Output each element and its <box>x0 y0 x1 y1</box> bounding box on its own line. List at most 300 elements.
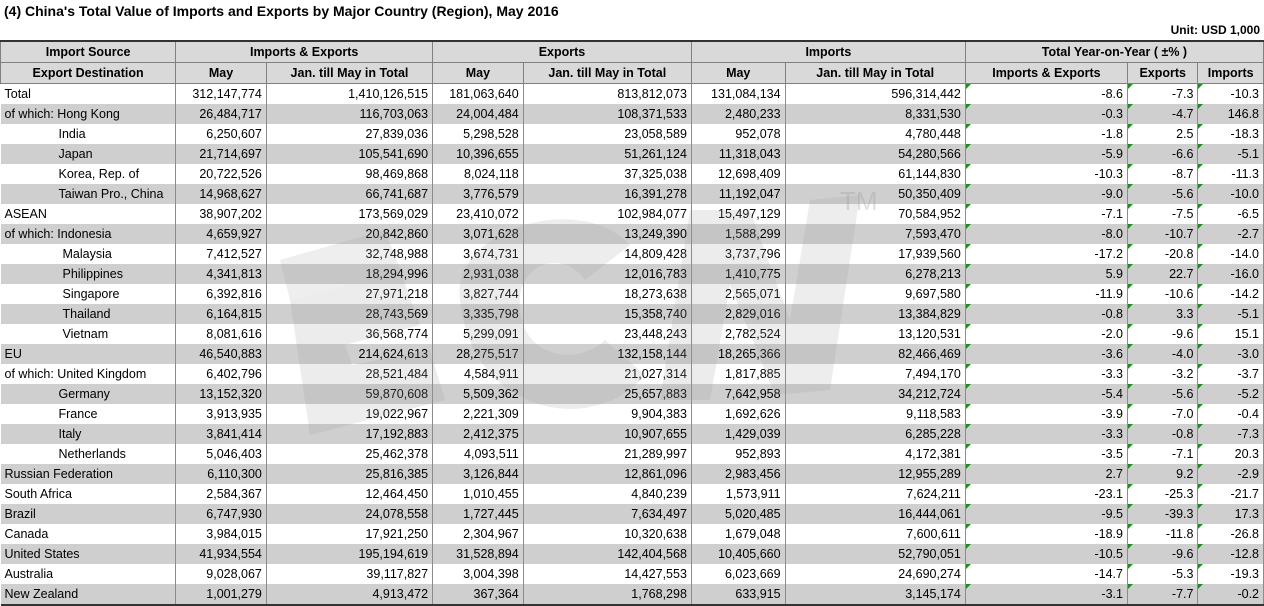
table-cell: 22.7 <box>1127 264 1197 284</box>
table-cell: 21,289,997 <box>523 444 691 464</box>
table-cell: -26.8 <box>1198 524 1264 544</box>
table-cell: -5.1 <box>1198 144 1264 164</box>
table-cell: 14,809,428 <box>523 244 691 264</box>
table-cell: 6,250,607 <box>176 124 267 144</box>
table-cell: 34,212,724 <box>785 384 965 404</box>
table-cell: -9.0 <box>965 184 1127 204</box>
table-cell: 1,768,298 <box>523 584 691 605</box>
country-name: Korea, Rep. of <box>1 164 176 184</box>
table-row <box>1 404 1264 424</box>
table-cell: 7,494,170 <box>785 364 965 384</box>
table-row <box>1 584 1264 605</box>
table-cell: 633,915 <box>691 584 785 605</box>
table-cell: -5.3 <box>1127 564 1197 584</box>
table-row <box>1 424 1264 444</box>
table-cell: -7.5 <box>1127 204 1197 224</box>
table-cell: 54,280,566 <box>785 144 965 164</box>
unit-label: Unit: USD 1,000 <box>1170 23 1260 37</box>
table-cell: -11.8 <box>1127 524 1197 544</box>
table-cell: -11.9 <box>965 284 1127 304</box>
table-cell: 5,299,091 <box>433 324 524 344</box>
table-cell: 9,904,383 <box>523 404 691 424</box>
table-cell: 8,081,616 <box>176 324 267 344</box>
table-cell: 12,955,289 <box>785 464 965 484</box>
table-cell: 82,466,469 <box>785 344 965 364</box>
table-row <box>1 344 1264 364</box>
table-cell: 3,737,796 <box>691 244 785 264</box>
country-name: of which: United Kingdom <box>1 364 176 384</box>
table-cell: 146.8 <box>1198 104 1264 124</box>
table-cell: 38,907,202 <box>176 204 267 224</box>
table-cell: 6,392,816 <box>176 284 267 304</box>
table-cell: 24,690,274 <box>785 564 965 584</box>
table-cell: 132,158,144 <box>523 344 691 364</box>
table-cell: -11.3 <box>1198 164 1264 184</box>
table-cell: -10.3 <box>1198 84 1264 105</box>
table-cell: -10.5 <box>965 544 1127 564</box>
header-imp-jan-may: Jan. till May in Total <box>785 63 965 84</box>
header-imports-exports: Imports & Exports <box>176 41 433 63</box>
table-cell: 6,402,796 <box>176 364 267 384</box>
table-cell: 105,541,690 <box>266 144 432 164</box>
table-cell: -5.6 <box>1127 184 1197 204</box>
table-cell: 367,364 <box>433 584 524 605</box>
table-cell: -2.9 <box>1198 464 1264 484</box>
header-import-source: Import Source <box>1 41 176 63</box>
table-cell: 2,221,309 <box>433 404 524 424</box>
country-name: ASEAN <box>1 204 176 224</box>
country-name: France <box>1 404 176 424</box>
country-name: EU <box>1 344 176 364</box>
table-cell: 2,983,456 <box>691 464 785 484</box>
table-cell: 18,265,366 <box>691 344 785 364</box>
table-cell: 51,261,124 <box>523 144 691 164</box>
table-cell: 41,934,554 <box>176 544 267 564</box>
table-cell: 17.3 <box>1198 504 1264 524</box>
table-cell: 27,839,036 <box>266 124 432 144</box>
table-cell: -9.5 <box>965 504 1127 524</box>
table-cell: 25,816,385 <box>266 464 432 484</box>
table-cell: 116,703,063 <box>266 104 432 124</box>
report-title: (4) China's Total Value of Imports and Exports by Major Country (Region), May 2016 <box>4 3 559 19</box>
table-row <box>1 224 1264 244</box>
table-cell: 11,192,047 <box>691 184 785 204</box>
table-cell: 2,829,016 <box>691 304 785 324</box>
table-cell: 66,741,687 <box>266 184 432 204</box>
table-cell: -5.9 <box>965 144 1127 164</box>
table-cell: 27,971,218 <box>266 284 432 304</box>
table-cell: -3.2 <box>1127 364 1197 384</box>
table-cell: 4,840,239 <box>523 484 691 504</box>
table-cell: -9.6 <box>1127 544 1197 564</box>
table-row <box>1 544 1264 564</box>
country-name: Taiwan Pro., China <box>1 184 176 204</box>
table-cell: 952,893 <box>691 444 785 464</box>
table-cell: -10.0 <box>1198 184 1264 204</box>
table-cell: -3.6 <box>965 344 1127 364</box>
table-cell: 12,016,783 <box>523 264 691 284</box>
table-row <box>1 244 1264 264</box>
country-name: Australia <box>1 564 176 584</box>
country-name: Netherlands <box>1 444 176 464</box>
table-row <box>1 384 1264 404</box>
table-cell: 15,497,129 <box>691 204 785 224</box>
table-cell: 25,462,378 <box>266 444 432 464</box>
table-cell: 6,278,213 <box>785 264 965 284</box>
table-cell: 26,484,717 <box>176 104 267 124</box>
table-cell: 28,275,517 <box>433 344 524 364</box>
country-name: Russian Federation <box>1 464 176 484</box>
table-cell: 14,427,553 <box>523 564 691 584</box>
table-cell: -3.9 <box>965 404 1127 424</box>
trade-table <box>0 40 1264 606</box>
header-yoy: Total Year-on-Year ( ±% ) <box>965 41 1263 63</box>
table-cell: -14.0 <box>1198 244 1264 264</box>
table-cell: -7.7 <box>1127 584 1197 605</box>
table-cell: -7.1 <box>965 204 1127 224</box>
country-name: Philippines <box>1 264 176 284</box>
watermark-tm: TM <box>840 186 878 216</box>
table-cell: 1,429,039 <box>691 424 785 444</box>
table-cell: 11,318,043 <box>691 144 785 164</box>
table-cell: 142,404,568 <box>523 544 691 564</box>
table-cell: 13,384,829 <box>785 304 965 324</box>
table-cell: 3,913,935 <box>176 404 267 424</box>
table-cell: 19,022,967 <box>266 404 432 424</box>
table-cell: 52,790,051 <box>785 544 965 564</box>
table-cell: 21,714,697 <box>176 144 267 164</box>
table-cell: 10,396,655 <box>433 144 524 164</box>
table-cell: -19.3 <box>1198 564 1264 584</box>
table-cell: 1,410,126,515 <box>266 84 432 105</box>
table-row <box>1 164 1264 184</box>
table-row <box>1 264 1264 284</box>
table-cell: 1,679,048 <box>691 524 785 544</box>
table-cell: 6,023,669 <box>691 564 785 584</box>
table-cell: -4.0 <box>1127 344 1197 364</box>
table-cell: 37,325,038 <box>523 164 691 184</box>
table-cell: 18,273,638 <box>523 284 691 304</box>
table-cell: -14.2 <box>1198 284 1264 304</box>
table-cell: -23.1 <box>965 484 1127 504</box>
table-cell: -16.0 <box>1198 264 1264 284</box>
country-name: Germany <box>1 384 176 404</box>
table-cell: 2,480,233 <box>691 104 785 124</box>
table-cell: -3.1 <box>965 584 1127 605</box>
table-cell: 3,004,398 <box>433 564 524 584</box>
table-cell: 59,870,608 <box>266 384 432 404</box>
table-cell: 61,144,830 <box>785 164 965 184</box>
table-row <box>1 84 1264 105</box>
table-cell: -0.2 <box>1198 584 1264 605</box>
table-cell: 4,172,381 <box>785 444 965 464</box>
table-cell: 1,010,455 <box>433 484 524 504</box>
table-cell: -0.8 <box>965 304 1127 324</box>
table-cell: 3,145,174 <box>785 584 965 605</box>
table-cell: 7,600,611 <box>785 524 965 544</box>
table-cell: 195,194,619 <box>266 544 432 564</box>
table-cell: -8.0 <box>965 224 1127 244</box>
table-cell: 20,722,526 <box>176 164 267 184</box>
table-cell: -0.4 <box>1198 404 1264 424</box>
table-cell: 6,110,300 <box>176 464 267 484</box>
table-cell: -1.8 <box>965 124 1127 144</box>
table-cell: 3,335,798 <box>433 304 524 324</box>
table-cell: 12,464,450 <box>266 484 432 504</box>
table-cell: -10.7 <box>1127 224 1197 244</box>
table-cell: 214,624,613 <box>266 344 432 364</box>
country-name: Thailand <box>1 304 176 324</box>
table-cell: 2.7 <box>965 464 1127 484</box>
table-cell: 13,152,320 <box>176 384 267 404</box>
table-cell: 17,192,883 <box>266 424 432 444</box>
table-cell: 9.2 <box>1127 464 1197 484</box>
table-cell: 7,593,470 <box>785 224 965 244</box>
table-cell: 2.5 <box>1127 124 1197 144</box>
table-cell: -18.3 <box>1198 124 1264 144</box>
table-cell: 5,020,485 <box>691 504 785 524</box>
table-cell: 3.3 <box>1127 304 1197 324</box>
table-row <box>1 144 1264 164</box>
table-cell: -3.3 <box>965 364 1127 384</box>
table-cell: 50,350,409 <box>785 184 965 204</box>
table-cell: -3.0 <box>1198 344 1264 364</box>
table-cell: 28,521,484 <box>266 364 432 384</box>
table-row <box>1 324 1264 344</box>
table-cell: 1,001,279 <box>176 584 267 605</box>
table-cell: 3,071,628 <box>433 224 524 244</box>
table-cell: 23,058,589 <box>523 124 691 144</box>
table-cell: 8,331,530 <box>785 104 965 124</box>
country-name: of which: Hong Kong <box>1 104 176 124</box>
country-name: Canada <box>1 524 176 544</box>
table-cell: -9.6 <box>1127 324 1197 344</box>
table-cell: 2,304,967 <box>433 524 524 544</box>
table-cell: 24,004,484 <box>433 104 524 124</box>
table-row <box>1 524 1264 544</box>
table-cell: 20.3 <box>1198 444 1264 464</box>
table-cell: 16,391,278 <box>523 184 691 204</box>
table-cell: -0.3 <box>965 104 1127 124</box>
header-ie-may: May <box>176 63 267 84</box>
table-cell: -10.6 <box>1127 284 1197 304</box>
table-cell: -3.5 <box>965 444 1127 464</box>
table-cell: 312,147,774 <box>176 84 267 105</box>
table-cell: 1,573,911 <box>691 484 785 504</box>
table-cell: 108,371,533 <box>523 104 691 124</box>
country-name: Vietnam <box>1 324 176 344</box>
table-cell: -4.7 <box>1127 104 1197 124</box>
table-cell: -8.7 <box>1127 164 1197 184</box>
table-cell: 21,027,314 <box>523 364 691 384</box>
table-cell: 4,584,911 <box>433 364 524 384</box>
header-ie-jan-may: Jan. till May in Total <box>266 63 432 84</box>
table-row <box>1 444 1264 464</box>
table-cell: -7.1 <box>1127 444 1197 464</box>
table-cell: -17.2 <box>965 244 1127 264</box>
table-cell: 7,634,497 <box>523 504 691 524</box>
table-cell: 5,298,528 <box>433 124 524 144</box>
table-cell: 4,341,813 <box>176 264 267 284</box>
table-cell: 13,120,531 <box>785 324 965 344</box>
table-cell: 2,931,038 <box>433 264 524 284</box>
table-cell: 28,743,569 <box>266 304 432 324</box>
table-cell: 23,410,072 <box>433 204 524 224</box>
table-cell: 23,448,243 <box>523 324 691 344</box>
table-cell: -2.7 <box>1198 224 1264 244</box>
table-cell: 6,164,815 <box>176 304 267 324</box>
table-row <box>1 184 1264 204</box>
table-cell: 4,093,511 <box>433 444 524 464</box>
table-cell: 131,084,134 <box>691 84 785 105</box>
table-cell: 4,659,927 <box>176 224 267 244</box>
header-yoy-exp: Exports <box>1127 63 1197 84</box>
table-cell: 5,046,403 <box>176 444 267 464</box>
table-cell: 20,842,860 <box>266 224 432 244</box>
table-cell: -5.2 <box>1198 384 1264 404</box>
table-cell: 25,657,883 <box>523 384 691 404</box>
table-cell: 3,841,414 <box>176 424 267 444</box>
table-cell: -39.3 <box>1127 504 1197 524</box>
header-exp-may: May <box>433 63 524 84</box>
table-cell: -5.4 <box>965 384 1127 404</box>
table-cell: -25.3 <box>1127 484 1197 504</box>
header-yoy-ie: Imports & Exports <box>965 63 1127 84</box>
country-name: Italy <box>1 424 176 444</box>
table-cell: -5.6 <box>1127 384 1197 404</box>
country-name: Japan <box>1 144 176 164</box>
table-row <box>1 304 1264 324</box>
table-cell: -5.1 <box>1198 304 1264 324</box>
country-name: United States <box>1 544 176 564</box>
table-row <box>1 564 1264 584</box>
table-cell: 1,410,775 <box>691 264 785 284</box>
table-row <box>1 484 1264 504</box>
header-exp-jan-may: Jan. till May in Total <box>523 63 691 84</box>
table-cell: 5.9 <box>965 264 1127 284</box>
table-row <box>1 204 1264 224</box>
header-exports: Exports <box>433 41 692 63</box>
table-cell: -3.3 <box>965 424 1127 444</box>
table-row <box>1 104 1264 124</box>
table-cell: -0.8 <box>1127 424 1197 444</box>
table-cell: 10,320,638 <box>523 524 691 544</box>
table-cell: 8,024,118 <box>433 164 524 184</box>
table-cell: -2.0 <box>965 324 1127 344</box>
table-row <box>1 284 1264 304</box>
table-cell: 181,063,640 <box>433 84 524 105</box>
table-row <box>1 464 1264 484</box>
table-row <box>1 504 1264 524</box>
country-name: Malaysia <box>1 244 176 264</box>
table-cell: -7.3 <box>1127 84 1197 105</box>
country-name: of which: Indonesia <box>1 224 176 244</box>
table-cell: -8.6 <box>965 84 1127 105</box>
table-cell: 596,314,442 <box>785 84 965 105</box>
table-cell: 173,569,029 <box>266 204 432 224</box>
table-cell: -14.7 <box>965 564 1127 584</box>
table-cell: 2,584,367 <box>176 484 267 504</box>
table-cell: 15.1 <box>1198 324 1264 344</box>
table-cell: 2,412,375 <box>433 424 524 444</box>
table-cell: -20.8 <box>1127 244 1197 264</box>
table-cell: 13,249,390 <box>523 224 691 244</box>
table-cell: 1,692,626 <box>691 404 785 424</box>
table-cell: 9,028,067 <box>176 564 267 584</box>
country-name: India <box>1 124 176 144</box>
table-cell: 9,118,583 <box>785 404 965 424</box>
table-cell: 31,528,894 <box>433 544 524 564</box>
table-cell: -12.8 <box>1198 544 1264 564</box>
table-cell: 14,968,627 <box>176 184 267 204</box>
table-cell: 2,782,524 <box>691 324 785 344</box>
header-export-destination: Export Destination <box>1 63 176 84</box>
table-cell: 1,817,885 <box>691 364 785 384</box>
table-cell: -7.3 <box>1198 424 1264 444</box>
table-cell: 98,469,868 <box>266 164 432 184</box>
table-cell: -10.3 <box>965 164 1127 184</box>
table-cell: -18.9 <box>965 524 1127 544</box>
table-cell: 15,358,740 <box>523 304 691 324</box>
table-cell: 9,697,580 <box>785 284 965 304</box>
table-cell: 7,412,527 <box>176 244 267 264</box>
table-cell: 7,624,211 <box>785 484 965 504</box>
country-name: Total <box>1 84 176 105</box>
table-cell: 24,078,558 <box>266 504 432 524</box>
table-cell: 36,568,774 <box>266 324 432 344</box>
table-cell: 3,674,731 <box>433 244 524 264</box>
table-cell: 2,565,071 <box>691 284 785 304</box>
table-cell: 17,921,250 <box>266 524 432 544</box>
table-cell: 39,117,827 <box>266 564 432 584</box>
table-cell: 16,444,061 <box>785 504 965 524</box>
country-name: New Zealand <box>1 584 176 605</box>
table-cell: 5,509,362 <box>433 384 524 404</box>
country-name: South Africa <box>1 484 176 504</box>
table-cell: 3,776,579 <box>433 184 524 204</box>
table-cell: -3.7 <box>1198 364 1264 384</box>
table-cell: 32,748,988 <box>266 244 432 264</box>
table-cell: 813,812,073 <box>523 84 691 105</box>
table-cell: 3,126,844 <box>433 464 524 484</box>
table-cell: 10,907,655 <box>523 424 691 444</box>
table-cell: 12,861,096 <box>523 464 691 484</box>
table-cell: -6.5 <box>1198 204 1264 224</box>
table-cell: 6,747,930 <box>176 504 267 524</box>
table-cell: 4,913,472 <box>266 584 432 605</box>
table-cell: 1,727,445 <box>433 504 524 524</box>
table-cell: 17,939,560 <box>785 244 965 264</box>
country-name: Brazil <box>1 504 176 524</box>
table-row <box>1 364 1264 384</box>
table-cell: 952,078 <box>691 124 785 144</box>
table-cell: 1,588,299 <box>691 224 785 244</box>
table-cell: 3,827,744 <box>433 284 524 304</box>
country-name: Singapore <box>1 284 176 304</box>
table-cell: 7,642,958 <box>691 384 785 404</box>
table-cell: 6,285,228 <box>785 424 965 444</box>
table-cell: 46,540,883 <box>176 344 267 364</box>
table-cell: 70,584,952 <box>785 204 965 224</box>
header-imp-may: May <box>691 63 785 84</box>
table-cell: 102,984,077 <box>523 204 691 224</box>
table-cell: 12,698,409 <box>691 164 785 184</box>
table-cell: 10,405,660 <box>691 544 785 564</box>
table-cell: -7.0 <box>1127 404 1197 424</box>
table-cell: -6.6 <box>1127 144 1197 164</box>
table-cell: -21.7 <box>1198 484 1264 504</box>
table-cell: 4,780,448 <box>785 124 965 144</box>
